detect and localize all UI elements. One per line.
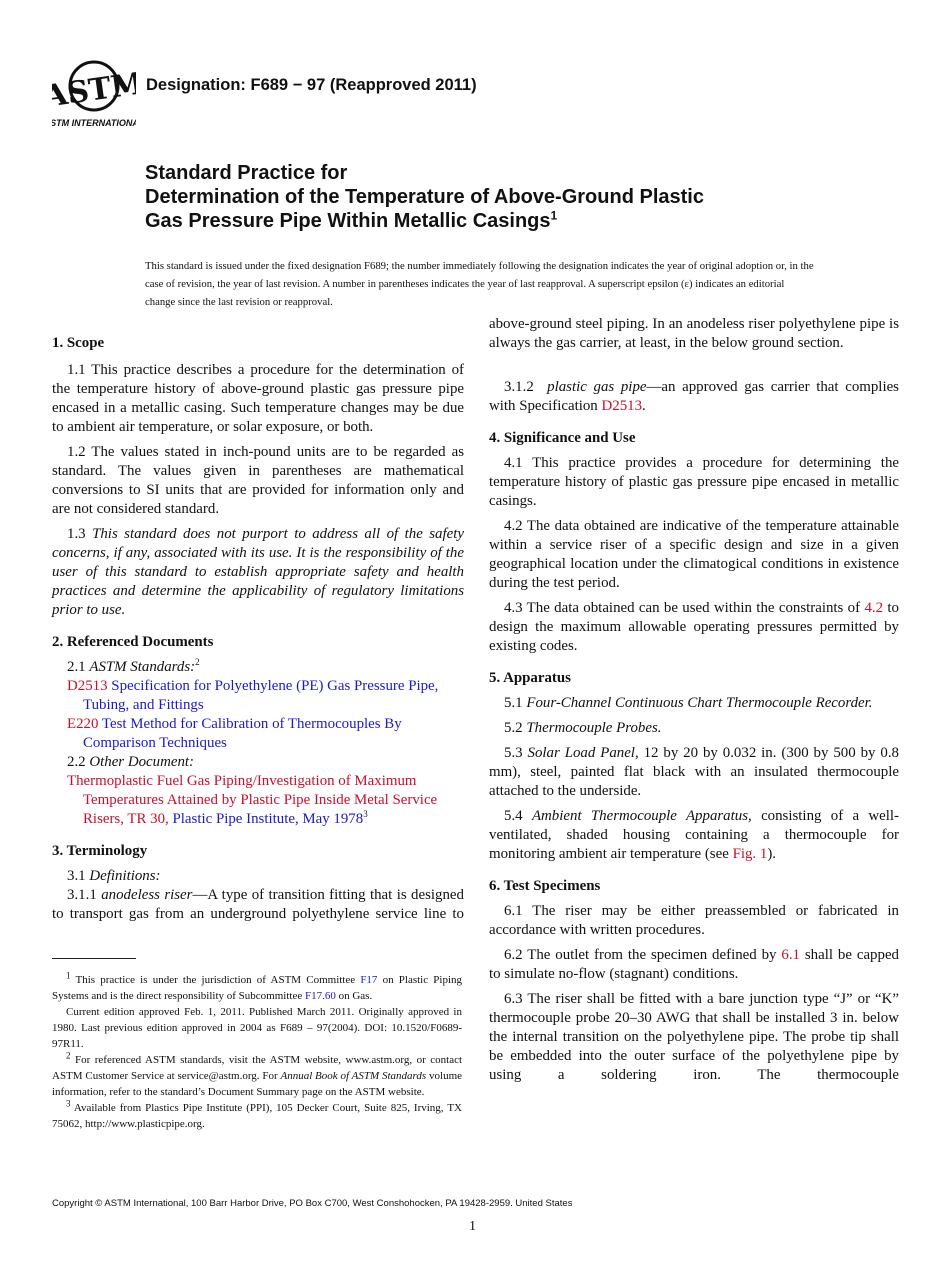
footnote-1-edition: Current edition approved Feb. 1, 2011. Published March 2011. Originally approved in 1980. Last previous edition approved in 2004 as F689 – 97(2004). DOI: 10.1520/F0689-97R11.: [52, 1006, 462, 1050]
para-2-1: 2.1 ASTM Standards:$^2$: [67, 657, 200, 675]
title-footnote-mark: 1: [550, 208, 558, 223]
section-heading-test-specimens: 6. Test Specimens: [489, 878, 601, 894]
svg-text:ASTM: ASTM: [52, 66, 136, 115]
para-4-2: 4.2 The data obtained are indicative of the temperature attainable within a service riser of a specific design and size in a given geographical location under the climatogical conditions in existence during the test period.: [489, 518, 899, 591]
section-heading-apparatus: 5. Apparatus: [489, 670, 571, 686]
title-line-1: Standard Practice for: [145, 162, 348, 184]
astm-logo: [52, 60, 136, 132]
designation: Designation: F689 − 97 (Reapproved 2011): [146, 76, 477, 94]
para-4-1: 4.1 This practice provides a procedure for determining the temperature history of plastic gas pressure pipe encased in metallic casings.: [489, 455, 899, 509]
astm-logo-text: TM INTERNATION: [56, 118, 133, 128]
left-column: [52, 334, 464, 924]
para-3-1-1-continued: above-ground steel piping. In an anodeless riser polyethylene pipe is always the gas carrier, at least, in the below ground section.: [489, 316, 899, 351]
para-4-3: 4.3 The data obtained can be used within the constraints of 4.2 to design the maximum allowable operating pressures permitted by existing codes.: [489, 600, 899, 654]
reference-d2513[interactable]: D2513 Specification for Polyethylene (PE) Gas Pressure Pipe, Tubing, and Fittings: [67, 678, 439, 713]
copyright-notice: Copyright © ASTM International, 100 Barr Harbor Drive, PO Box C700, West Conshohocken, PA 19428-2959. United States: [52, 1198, 573, 1209]
section-heading-significance: 4. Significance and Use: [489, 430, 636, 446]
para-5-3: 5.3 Solar Load Panel, 12 by 20 by 0.032 in. (300 by 500 by 0.8 mm), steel, painted flat black with an insulated thermocouple attached to the underside.: [489, 745, 899, 799]
footnotes: [52, 972, 462, 1132]
footnote-2: $^2$ For referenced ASTM standards, visit the ASTM website, www.astm.org, or contact ASTM Customer Service at service@astm.org. For Annual Book of ASTM Standards volume information, refer to the standard’s Document Summary page on the ASTM website.: [52, 1050, 463, 1098]
footnote-3: $^3$ Available from Plastics Pipe Institute (PPI), 105 Decker Court, Suite 825, Irving, TX 75062, http://www.plasticpipe.org.: [52, 1098, 462, 1130]
para-1-3: 1.3 This standard does not purport to address all of the safety concerns, if any, associated with its use. It is the responsibility of the user of this standard to establish appropriate safety and health practices and determine the applicability of regulatory limitations prior to use.: [52, 526, 464, 618]
para-1-1: 1.1 This practice describes a procedure for the determination of the temperature history of above-ground plastic gas pressure pipe encased in a metallic casing. Such temperature changes may be due to ambient air temperature, or solar exposure, or both.: [52, 362, 464, 435]
section-heading-referenced-documents: 2. Referenced Documents: [52, 634, 214, 650]
footnote-link-f17-60[interactable]: F17.60: [304, 990, 336, 1002]
para-6-3: 6.3 The riser shall be fitted with a bare junction type “J” or “K” thermocouple probe 20–30 AWG that shall be installed 3 in. below the internal transition on the polyethylene pipe. The probe tip shall be embedded into the outer surface of the polyethylene pipe by using a soldering iron. The thermocouple: [489, 991, 899, 1083]
para-6-1: 6.1 The riser may be either preassembled or fabricated in accordance with written procedures.: [489, 903, 899, 938]
footnote-link-f17[interactable]: F17: [360, 974, 378, 986]
link-fig-1[interactable]: Fig. 1: [732, 846, 768, 862]
para-5-4: 5.4 Ambient Thermocouple Apparatus, consisting of a well-ventilated, shaded housing containing a thermocouple for monitoring ambient air temperature (see Fig. 1).: [489, 808, 900, 862]
document-title: [145, 161, 845, 233]
link-4-2[interactable]: 4.2: [864, 600, 884, 616]
para-3-1: 3.1 Definitions:: [67, 868, 161, 884]
footnote-rule: [52, 958, 136, 959]
footnote-1: $^1$ This practice is under the jurisdiction of ASTM Committee F17 on Plastic Piping Systems and is the direct responsibility of Subcommittee F17.60 on Gas.: [52, 970, 463, 1002]
page-number: 1: [469, 1219, 476, 1234]
para-5-2: 5.2 Thermocouple Probes.: [504, 720, 662, 736]
section-heading-scope: 1. Scope: [52, 335, 105, 351]
title-line-3: Gas Pressure Pipe Within Metallic Casings$^1$: [145, 208, 558, 232]
reference-e220[interactable]: E220 Test Method for Calibration of Thermocouples By Comparison Techniques: [67, 716, 402, 751]
para-2-2: 2.2 Other Document:: [67, 754, 194, 770]
section-heading-terminology: 3. Terminology: [52, 843, 148, 859]
issuance-notice: This standard is issued under the fixed designation F689; the number immediately following the designation indicates the year of original adoption or, in the case of revision, the year of last revision. A number in parentheses indicates the year of last reapproval. A superscript epsilon (ε) indicates an editorial change since the last revision or reapproval.: [145, 260, 814, 308]
reference-ppi-tr30[interactable]: Thermoplastic Fuel Gas Piping/Investigation of Maximum Temperatures Attained by Plastic Pipe Inside Metal Service Risers, TR 30, Plastic Pipe Institute, May 1978$^3$: [67, 773, 438, 827]
title-line-2: Determination of the Temperature of Above-Ground Plastic: [145, 186, 704, 208]
link-6-1[interactable]: 6.1: [781, 947, 800, 963]
para-3-1-2: 3.1.2 plastic gas pipe—an approved gas carrier that complies with Specification D2513.: [489, 379, 899, 414]
para-6-2: 6.2 The outlet from the specimen defined by 6.1 shall be capped to simulate no-flow (stagnant) conditions.: [489, 947, 899, 982]
para-1-2: 1.2 The values stated in inch-pound units are to be regarded as standard. The values given in parentheses are mathematical conversions to SI units that are provided for information only and are not considered standard.: [52, 444, 464, 517]
astm-logo-mark: [52, 60, 136, 132]
link-d2513[interactable]: D2513: [601, 398, 643, 414]
right-column: [489, 316, 900, 1085]
para-3-1-1: 3.1.1 anodeless riser—A type of transition fitting that is designed to transport gas from an underground polyethylene service line to: [52, 887, 464, 922]
para-5-1: 5.1 Four-Channel Continuous Chart Thermocouple Recorder.: [504, 695, 873, 711]
